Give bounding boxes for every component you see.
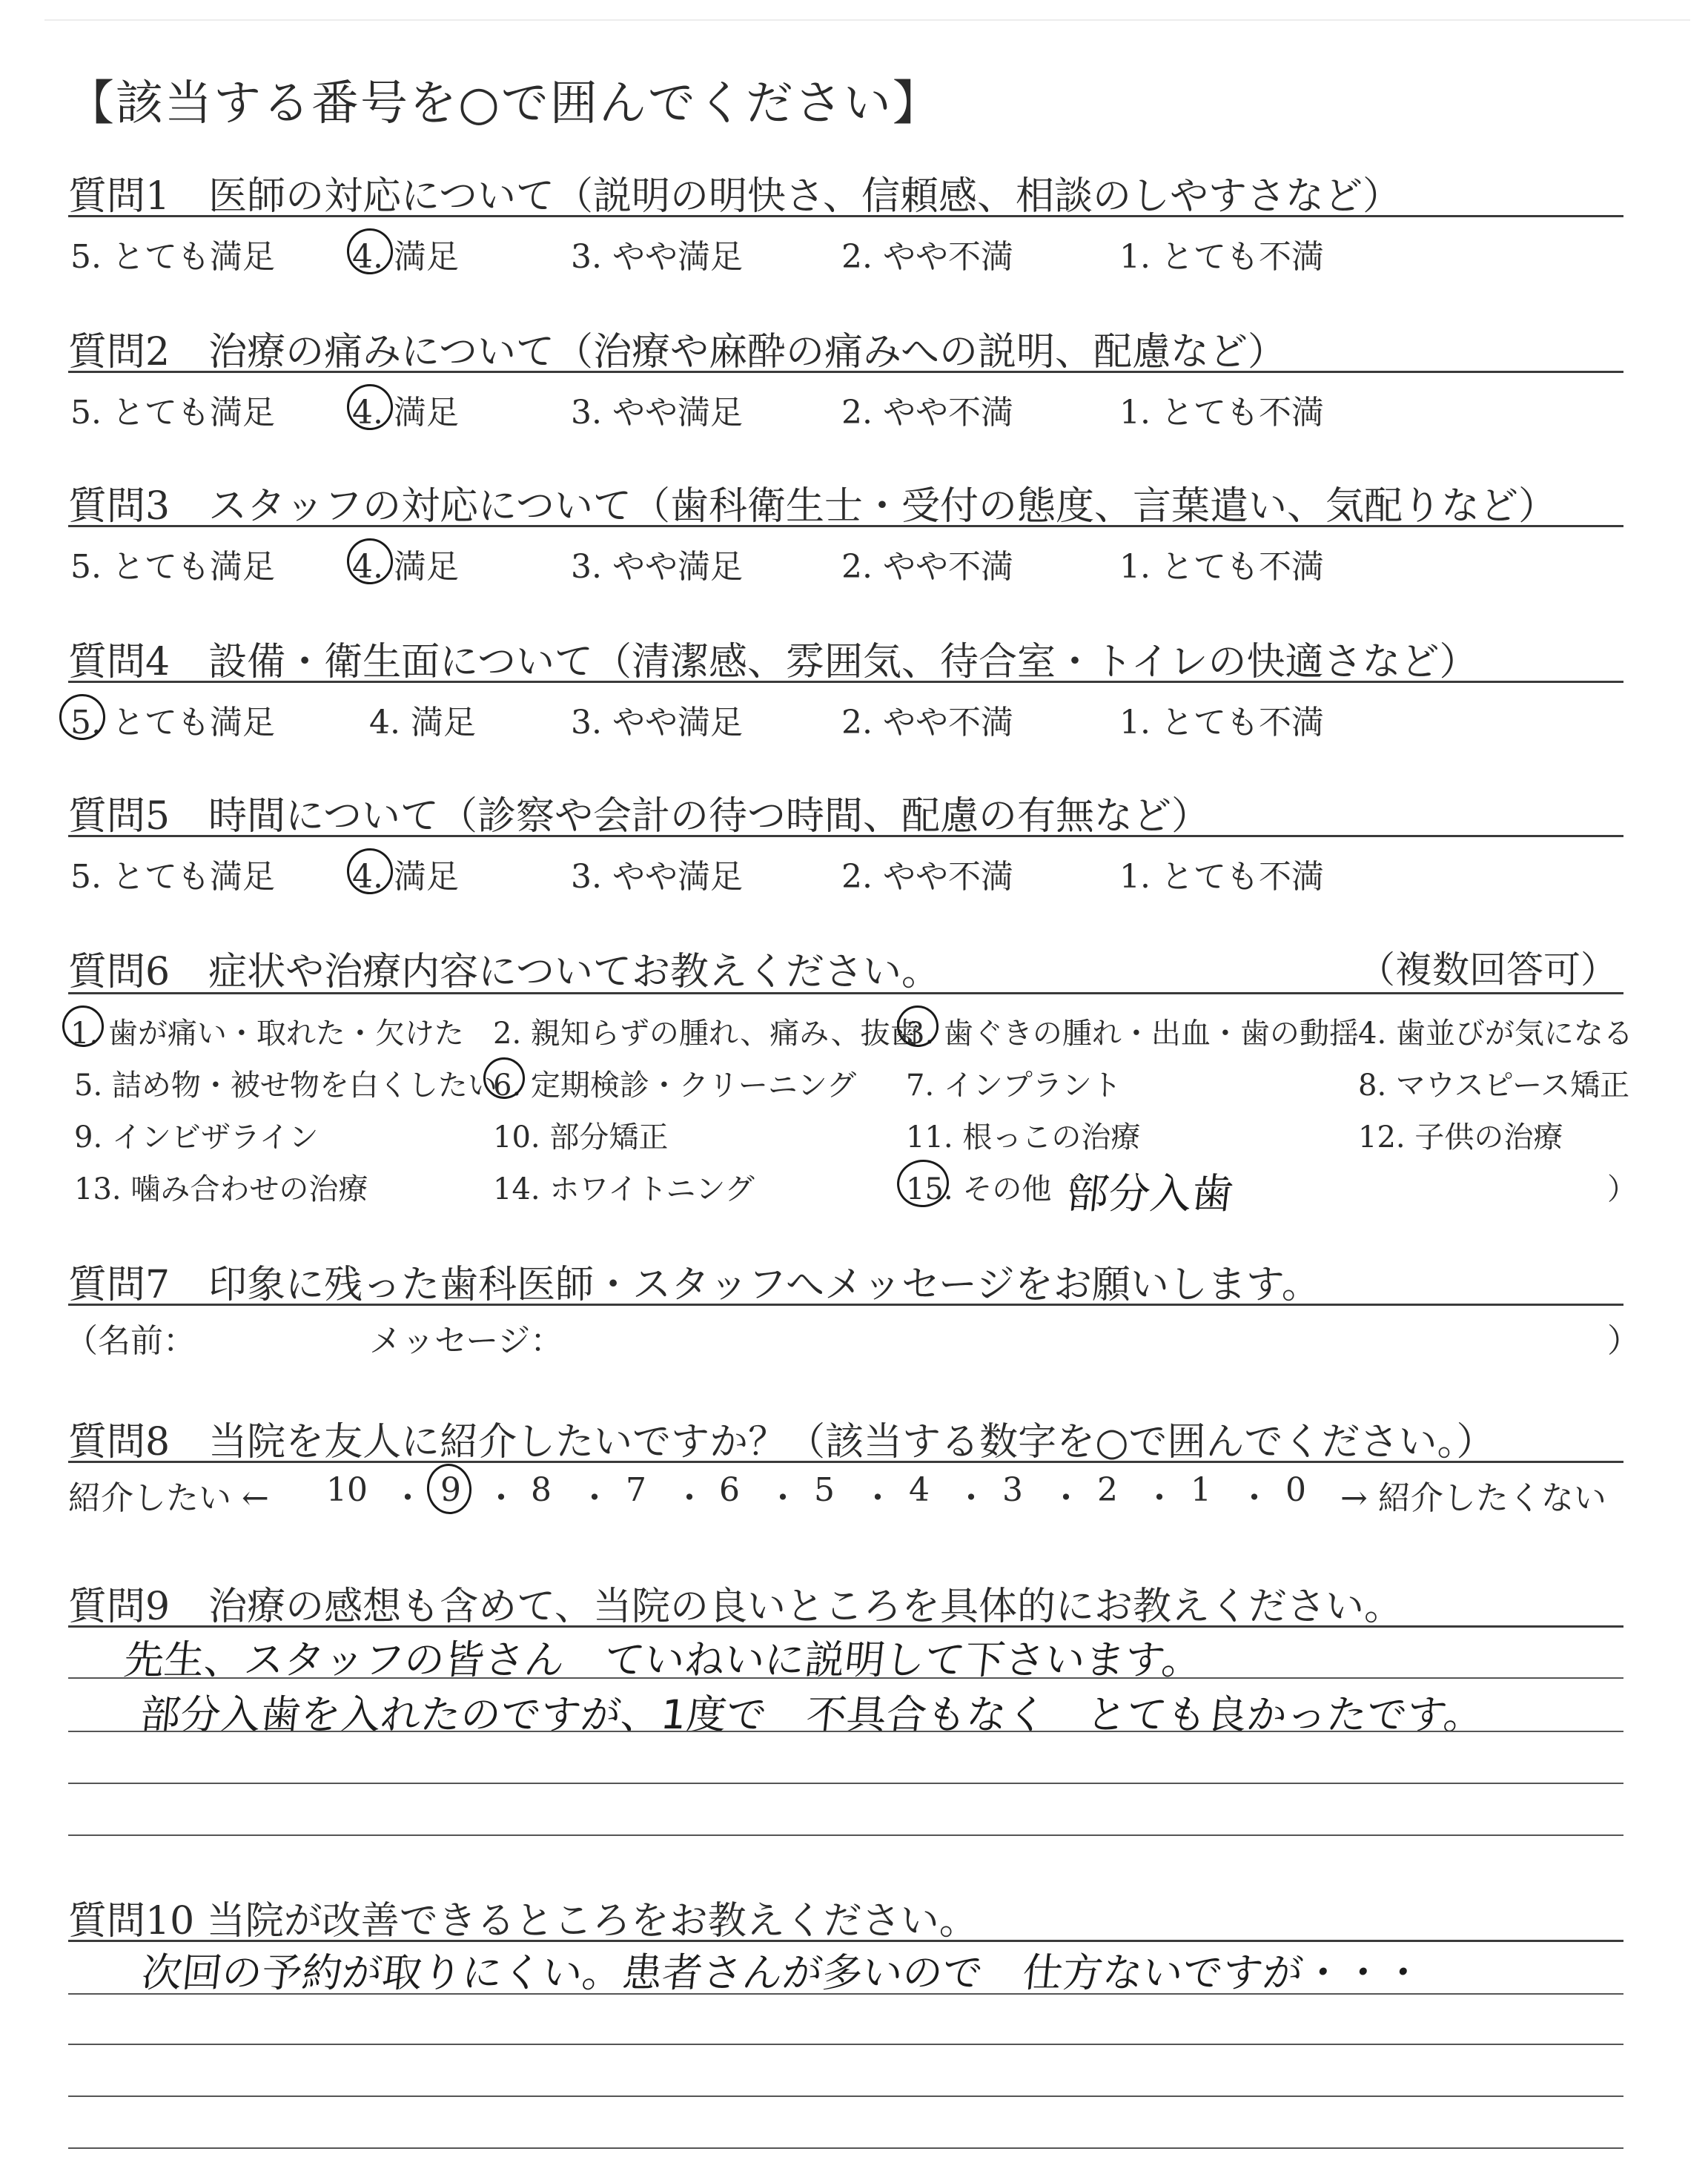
question-rule	[68, 1304, 1623, 1306]
option-5[interactable]: 5. とても満足	[70, 858, 275, 896]
option-1[interactable]: 1. とても不満	[1119, 548, 1324, 586]
option-2[interactable]: 2. やや不満	[841, 858, 1013, 896]
option-1[interactable]: 1. とても不満	[1119, 858, 1324, 896]
question-rule	[68, 215, 1623, 217]
multiple-answers-note: （複数回答可）	[1358, 948, 1618, 991]
option-3[interactable]: 3. やや満足	[571, 858, 743, 896]
question-rule	[68, 371, 1623, 373]
symptom-option-13[interactable]: 13. 噛み合わせの治療	[74, 1172, 368, 1206]
scale-1[interactable]: 1	[1191, 1471, 1211, 1509]
symptom-option-10[interactable]: 10. 部分矯正	[493, 1120, 669, 1155]
answer-line	[68, 2044, 1623, 2045]
question-title: 質問9 治療の感想も含めて、当院の良いところを具体的にお教えください。	[68, 1585, 1403, 1629]
symptom-option-9[interactable]: 9. インビザライン	[74, 1120, 319, 1155]
answer-line	[68, 1731, 1623, 1732]
symptom-option-2[interactable]: 2. 親知らずの腫れ、痛み、抜歯	[493, 1017, 920, 1051]
option-2[interactable]: 2. やや不満	[841, 548, 1013, 586]
scale-separator: ・	[673, 1479, 706, 1517]
option-5[interactable]: 5. とても満足	[70, 548, 275, 586]
scale-separator: ・	[767, 1479, 799, 1517]
option-3[interactable]: 3. やや満足	[571, 548, 743, 586]
handwritten-answer-line: 部分入歯を入れたのですが、1度で 不具合もなく とても良かったです。	[138, 1691, 1486, 1738]
answer-line	[68, 1677, 1623, 1679]
selection-circle	[425, 1462, 474, 1516]
question-title: 質問6 症状や治療内容についてお教えください。	[68, 950, 941, 994]
scale-4[interactable]: 4	[909, 1471, 930, 1509]
scale-2[interactable]: 2	[1097, 1471, 1118, 1509]
answer-line	[68, 1993, 1623, 1995]
scale-10[interactable]: 10	[326, 1471, 368, 1509]
recommend-right-label: → 紹介したくない	[1340, 1479, 1606, 1517]
symptom-option-1[interactable]: 1. 歯が痛い・取れた・欠けた	[70, 1017, 464, 1051]
scale-8[interactable]: 8	[531, 1471, 552, 1509]
answer-line	[68, 1783, 1623, 1784]
scale-3[interactable]: 3	[1002, 1471, 1023, 1509]
question-title: 質問5 時間について（診察や会計の待つ時間、配慮の有無など）	[68, 794, 1211, 839]
question-title: 質問4 設備・衛生面について（清潔感、雰囲気、待合室・トイレの快適さなど）	[68, 640, 1478, 684]
option-3[interactable]: 3. やや満足	[571, 238, 743, 276]
close-paren: ）	[1607, 1322, 1640, 1360]
option-4[interactable]: 4. 満足	[352, 858, 459, 896]
scale-9[interactable]: 9	[440, 1471, 461, 1509]
question-title: 質問2 治療の痛みについて（治療や麻酔の痛みへの説明、配慮など）	[68, 330, 1287, 374]
scale-separator: ・	[955, 1479, 987, 1517]
scale-separator: ・	[1238, 1479, 1271, 1517]
scale-0[interactable]: 0	[1285, 1471, 1306, 1509]
scale-separator: ・	[578, 1479, 611, 1517]
symptom-option-4[interactable]: 4. 歯並びが気になる	[1358, 1017, 1633, 1051]
option-5[interactable]: 5. とても満足	[70, 394, 275, 432]
scale-5[interactable]: 5	[814, 1471, 835, 1509]
symptom-option-12[interactable]: 12. 子供の治療	[1358, 1120, 1563, 1155]
option-2[interactable]: 2. やや不満	[841, 704, 1013, 742]
option-4[interactable]: 4. 満足	[369, 704, 476, 742]
option-3[interactable]: 3. やや満足	[571, 704, 743, 742]
symptom-option-14[interactable]: 14. ホワイトニング	[493, 1172, 755, 1206]
scale-separator: ・	[861, 1479, 894, 1517]
symptom-option-6[interactable]: 6. 定期検診・クリーニング	[493, 1069, 857, 1103]
question-rule	[68, 1461, 1623, 1463]
message-label: メッセージ：	[369, 1322, 563, 1360]
scale-separator: ・	[391, 1479, 424, 1517]
option-4[interactable]: 4. 満足	[352, 394, 459, 432]
other-close-paren: ）	[1607, 1172, 1637, 1206]
option-3[interactable]: 3. やや満足	[571, 394, 743, 432]
question-rule	[68, 992, 1623, 994]
answer-line	[68, 1834, 1623, 1836]
question-rule	[68, 1625, 1623, 1628]
scale-separator: ・	[1050, 1479, 1082, 1517]
option-2[interactable]: 2. やや不満	[841, 394, 1013, 432]
option-5[interactable]: 5. とても満足	[70, 704, 275, 742]
other-handwritten-answer: 部分入歯	[1065, 1170, 1236, 1218]
option-2[interactable]: 2. やや不満	[841, 238, 1013, 276]
question-title: 質問10 当院が改善できるところをお教えください。	[68, 1899, 978, 1943]
answer-line	[68, 2147, 1623, 2149]
symptom-option-7[interactable]: 7. インプラント	[906, 1069, 1122, 1103]
recommend-left-label: 紹介したい ←	[68, 1479, 269, 1517]
question-title: 質問7 印象に残った歯科医師・スタッフへメッセージをお願いします。	[68, 1263, 1320, 1307]
question-rule	[68, 835, 1623, 837]
option-5[interactable]: 5. とても満足	[70, 238, 275, 276]
symptom-option-11[interactable]: 11. 根っこの治療	[906, 1120, 1141, 1155]
question-title: 質問3 スタッフの対応について（歯科衛生士・受付の態度、言葉遣い、気配りなど）	[68, 484, 1558, 529]
symptom-option-15[interactable]: 15. その他（	[906, 1172, 1082, 1206]
scale-separator: ・	[1143, 1479, 1176, 1517]
handwritten-answer-line: 先生、スタッフの皆さん ていねいに説明して下さいます。	[122, 1636, 1205, 1683]
symptom-option-3[interactable]: 3. 歯ぐきの腫れ・出血・歯の動揺	[906, 1017, 1359, 1051]
form-header: 【該当する番号を○で囲んでください】	[67, 76, 941, 131]
question-rule	[68, 525, 1623, 527]
option-4[interactable]: 4. 満足	[352, 238, 459, 276]
question-rule	[68, 681, 1623, 683]
name-label: （名前：	[65, 1322, 196, 1360]
symptom-option-5[interactable]: 5. 詰め物・被せ物を白くしたい	[74, 1069, 497, 1103]
handwritten-answer-line: 次回の予約が取りにくい。患者さんが多いので 仕方ないですが・・・	[139, 1949, 1426, 1996]
answer-line	[68, 2095, 1623, 2097]
question-title: 質問1 医師の対応について（説明の明快さ、信頼感、相談のしやすさなど）	[68, 174, 1401, 219]
option-1[interactable]: 1. とても不満	[1119, 238, 1324, 276]
option-1[interactable]: 1. とても不満	[1119, 394, 1324, 432]
option-4[interactable]: 4. 満足	[352, 548, 459, 586]
scale-7[interactable]: 7	[626, 1471, 646, 1509]
scale-separator: ・	[485, 1479, 517, 1517]
scale-6[interactable]: 6	[719, 1471, 740, 1509]
symptom-option-8[interactable]: 8. マウスピース矯正	[1358, 1069, 1630, 1103]
option-1[interactable]: 1. とても不満	[1119, 704, 1324, 742]
top-border	[44, 19, 1690, 21]
question-title: 質問8 当院を友人に紹介したいですか？（該当する数字を○で囲んでください。）	[68, 1420, 1495, 1464]
